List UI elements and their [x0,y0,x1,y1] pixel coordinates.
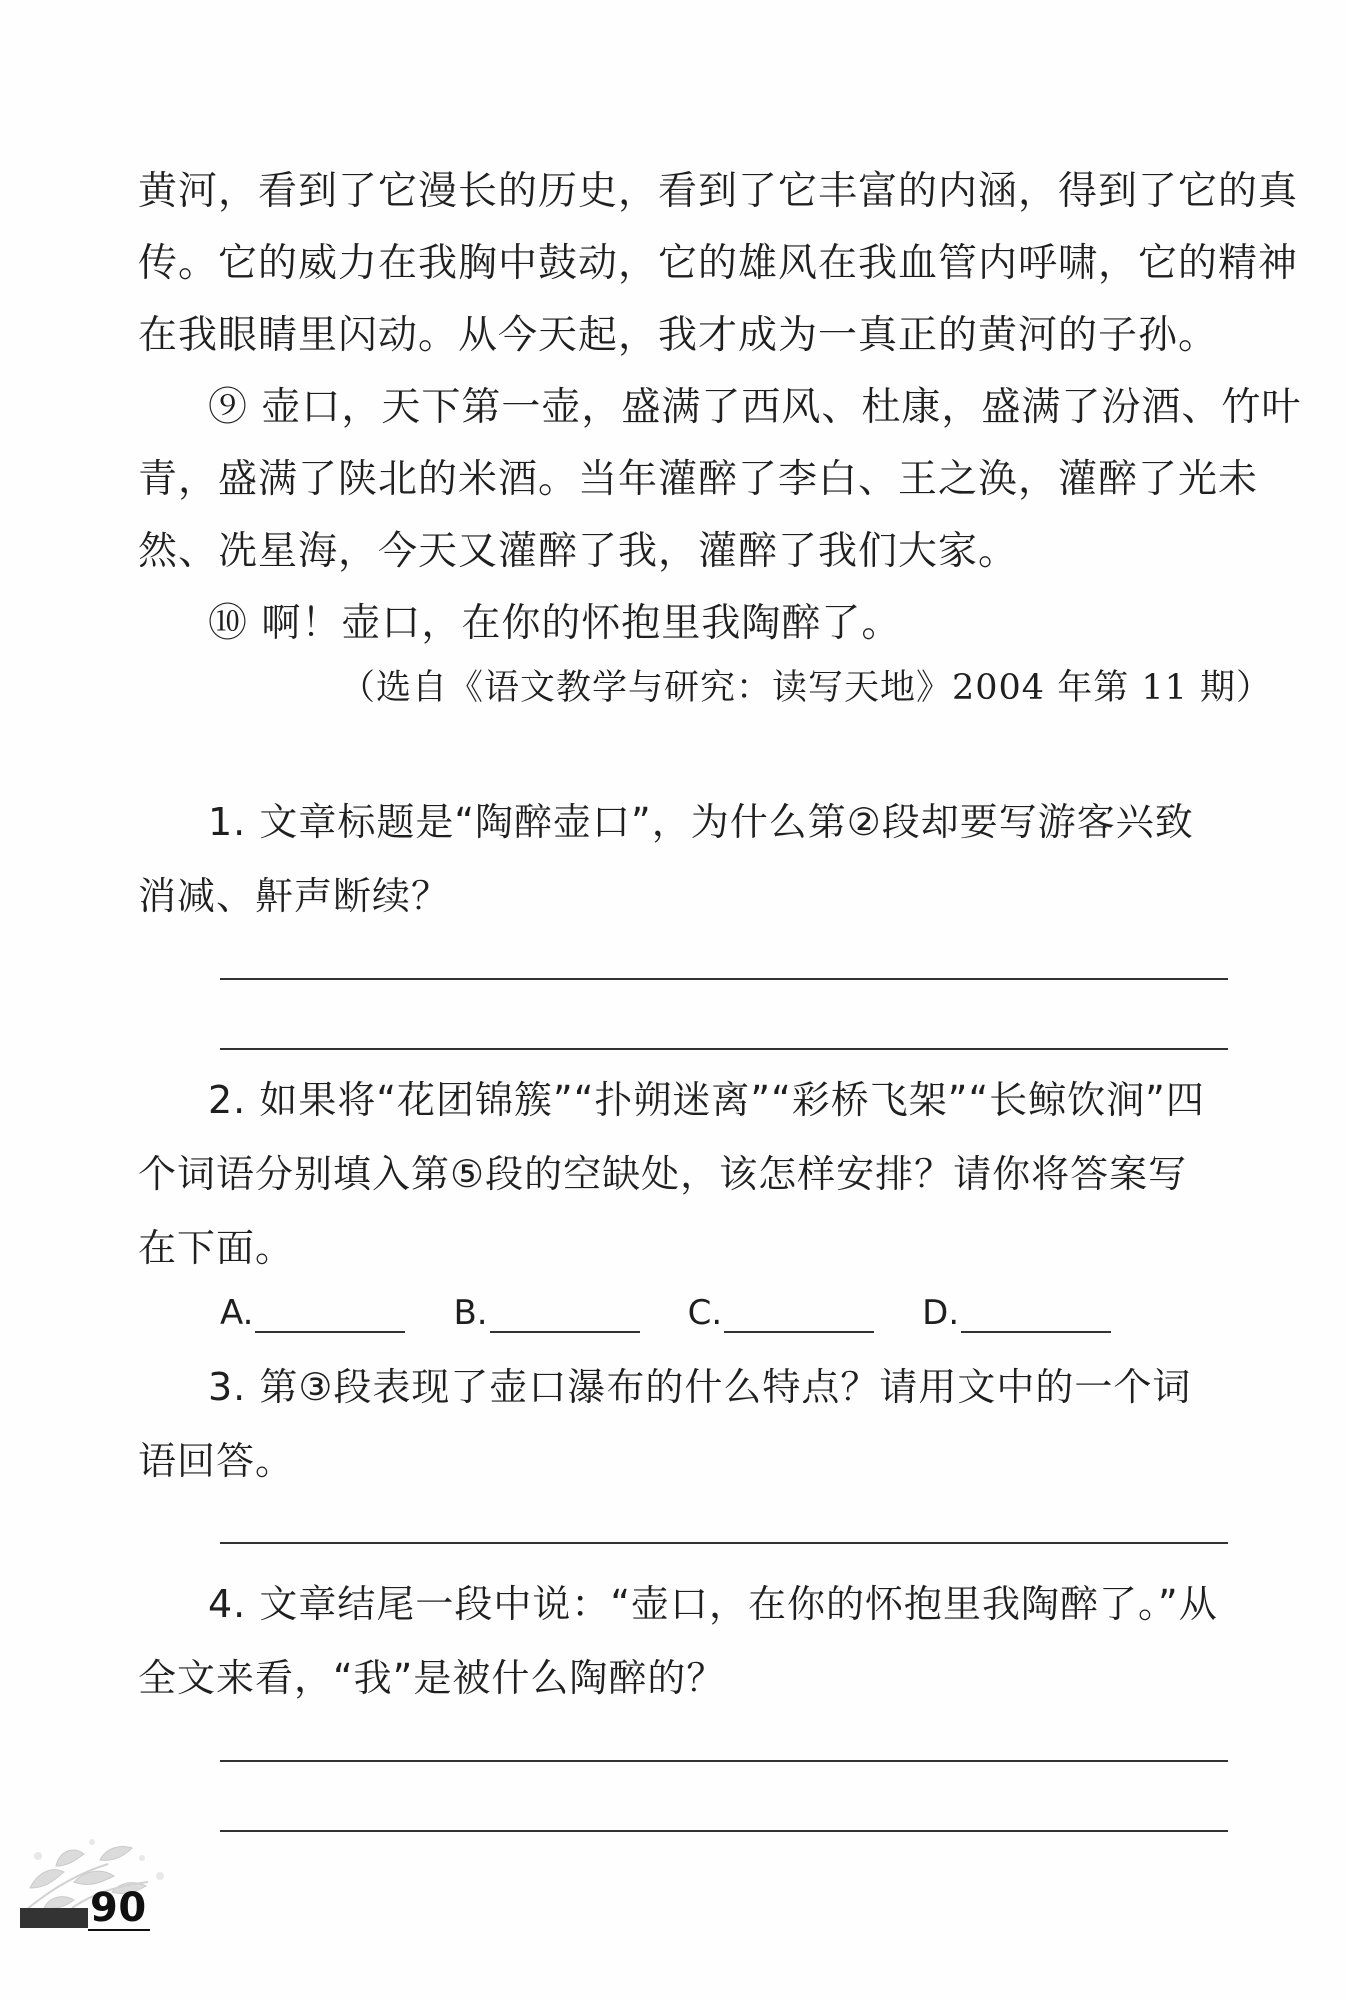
passage-source: （选自《语文教学与研究：读写天地》2004 年第 11 期） [340,668,1272,708]
page-number-bar [20,1908,88,1928]
option-a [220,1282,405,1344]
option-c [688,1282,875,1344]
question-3 [138,1350,1228,1498]
question-line: 1. 文章标题是“陶醉壶口”，为什么第②段却要写游客兴致 [208,800,1194,844]
passage-line: 在我眼睛里闪动。从今天起，我才成为一真正的黄河的子孙。 [138,313,1219,358]
passage-line: 黄河，看到了它漫长的历史，看到了它丰富的内涵，得到了它的真 [138,169,1299,214]
question-line: 4. 文章结尾一段中说：“壶口，在你的怀抱里我陶醉了。”从 [208,1582,1218,1626]
question-line: 在下面。 [138,1226,295,1270]
option-b-label: B. [453,1293,488,1333]
option-c-label: C. [687,1293,723,1333]
question-2-options [220,1282,1140,1344]
option-b [453,1282,639,1344]
option-a-label: A. [220,1293,254,1333]
question-line: 3. 第③段表现了壶口瀑布的什么特点？请用文中的一个词 [208,1365,1192,1409]
passage-paragraph-10 [138,588,1228,660]
answer-line[interactable] [220,1048,1228,1050]
passage-paragraph-continued [138,156,1299,372]
option-a-blank[interactable] [255,1331,405,1333]
option-d-blank[interactable] [961,1331,1111,1333]
question-4 [138,1567,1228,1715]
answer-line[interactable] [220,1542,1228,1544]
question-1 [138,785,1228,933]
question-2 [138,1063,1228,1285]
option-d [922,1282,1111,1344]
option-d-label: D. [922,1293,960,1333]
option-c-blank[interactable] [724,1331,874,1333]
passage-line: ⑩ 啊！壶口，在你的怀抱里我陶醉了。 [208,601,902,646]
passage-line: 传。它的威力在我胸中鼓动，它的雄风在我血管内呼啸，它的精神 [138,241,1299,286]
question-line: 2. 如果将“花团锦簇”“扑朔迷离”“彩桥飞架”“长鲸饮涧”四 [208,1078,1205,1122]
passage-line: 青，盛满了陕北的米酒。当年灌醉了李白、王之涣，灌醉了光未 [138,457,1259,502]
passage-line: 然、冼星海，今天又灌醉了我，灌醉了我们大家。 [138,529,1019,574]
page-number-rule [88,1929,150,1931]
question-line: 个词语分别填入第⑤段的空缺处，该怎样安排？请你将答案写 [138,1152,1188,1196]
page-number: 90 [90,1885,147,1931]
answer-line[interactable] [220,1830,1228,1832]
question-line: 全文来看，“我”是被什么陶醉的？ [138,1656,726,1700]
answer-line[interactable] [220,978,1228,980]
passage-paragraph-9 [138,372,1302,588]
question-line: 语回答。 [138,1439,295,1483]
answer-line[interactable] [220,1760,1228,1762]
option-b-blank[interactable] [490,1331,640,1333]
question-line: 消减、鼾声断续？ [138,874,451,918]
passage-line: ⑨ 壶口，天下第一壶，盛满了西风、杜康，盛满了汾酒、竹叶 [208,385,1302,430]
